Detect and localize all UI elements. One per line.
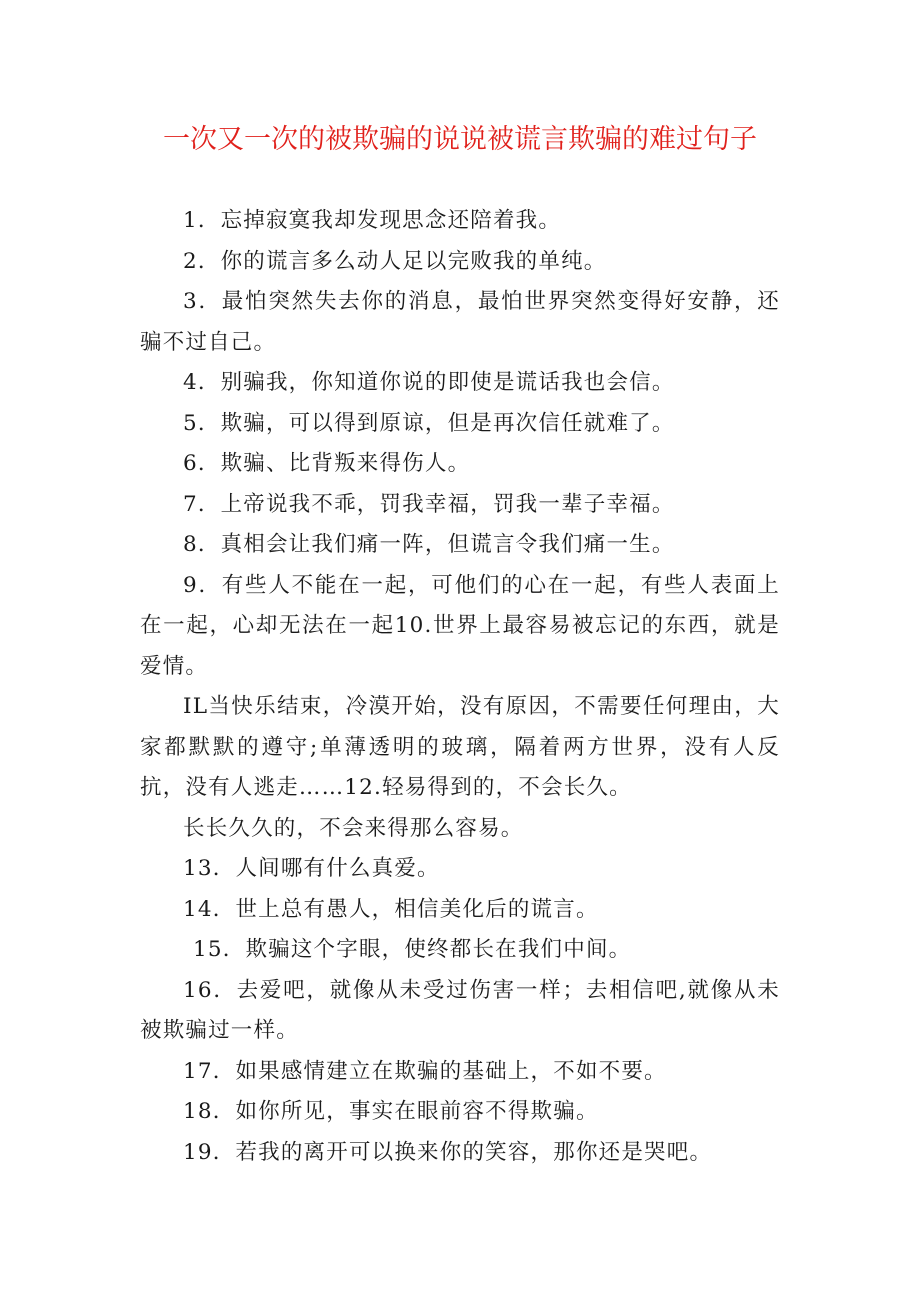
paragraph-continuation: 长长久久的，不会来得那么容易。: [183, 815, 524, 841]
document-title: 一次又一次的被欺骗的说说被谎言欺骗的难过句子: [163, 124, 757, 155]
paragraph-4: 4．别骗我，你知道你说的即使是谎话我也会信。: [183, 370, 675, 395]
paragraph-19: 19．若我的离开可以换来你的笑容，那你还是哭吧。: [183, 1139, 713, 1165]
paragraph-3: 3．最怕突然失去你的消息，最怕世界突然变得好安静，还骗不过自己。: [140, 289, 780, 355]
paragraph-14: 14．世上总有愚人，相信美化后的谎言。: [183, 896, 599, 922]
paragraph-6: 6．欺骗、比背叛来得伤人。: [183, 451, 471, 476]
paragraph-1: 1．忘掉寂寞我却发现思念还陪着我。: [183, 208, 562, 233]
paragraph-9: 9．有些人不能在一起，可他们的心在一起，有些人表面上在一起，心却无法在一起10.世界上最容易被忘记的东西，就是爱情。: [140, 572, 780, 679]
paragraph-13: 13．人间哪有什么真爱。: [183, 856, 440, 881]
document-body: [140, 201, 780, 1173]
paragraph-8: 8．真相会让我们痛一阵，但谎言令我们痛一生。: [183, 532, 675, 557]
paragraph-18: 18．如你所见，事实在眼前容不得欺骗。: [183, 1099, 599, 1124]
paragraph-17: 17．如果感情建立在欺骗的基础上，不如不要。: [183, 1058, 667, 1084]
paragraph-11: IL当快乐结束，冷漠开始，没有原因，不需要任何理由，大家都默默的遵守;单薄透明的玻璃，隔着两方世界，没有人反抗，没有人逃走……12.轻易得到的，不会长久。: [140, 694, 780, 800]
paragraph-7: 7．上帝说我不乖，罚我幸福，罚我一辈子幸福。: [183, 491, 675, 517]
paragraph-15: 15．欺骗这个字眼，使终都长在我们中间。: [193, 937, 632, 962]
paragraph-2: 2．你的谎言多么动人足以完败我的单纯。: [183, 248, 607, 274]
paragraph-16: 16．去爱吧，就像从未受过伤害一样；去相信吧,就像从未被欺骗过一样。: [140, 977, 780, 1043]
paragraph-5: 5．欺骗，可以得到原谅，但是再次信任就难了。: [183, 410, 675, 436]
